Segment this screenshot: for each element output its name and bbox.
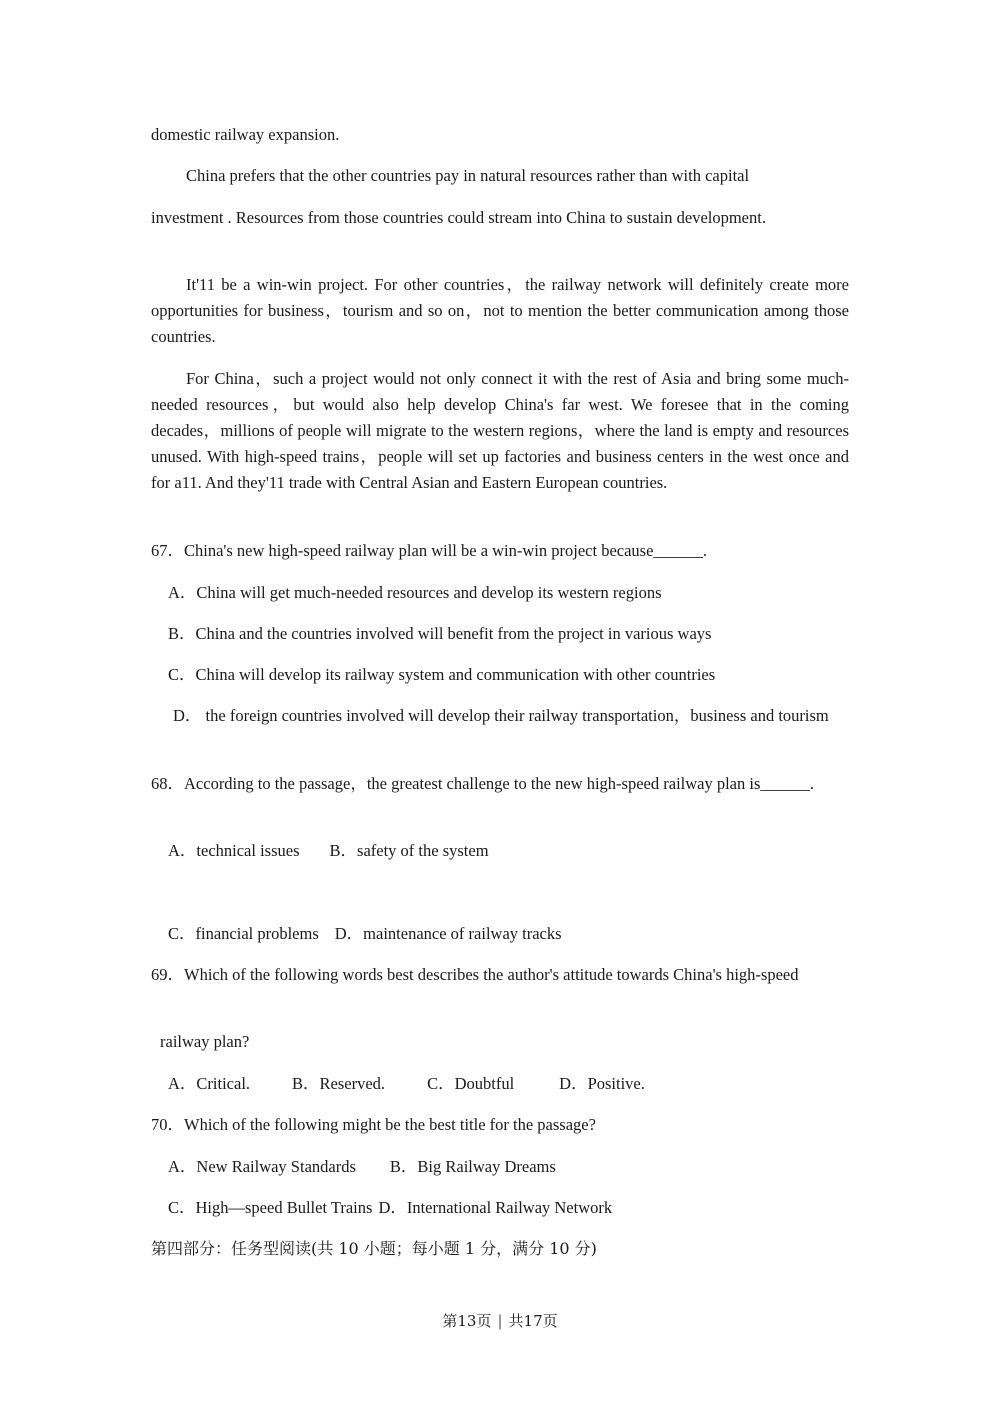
passage-line-top: domestic railway expansion. <box>151 125 340 144</box>
question-69-option-c: C．Doubtful <box>427 1074 515 1093</box>
question-70-option-b: B．Big Railway Dreams <box>389 1157 556 1176</box>
question-69-option-d: D．Positive. <box>559 1074 645 1093</box>
question-69-stem-continued: railway plan? <box>160 1032 250 1051</box>
question-70-stem: 70．Which of the following might be the best title for the passage? <box>151 1115 596 1134</box>
question-67-option-d: D． the foreign countries involved will develop their railway transportation，business and tourism <box>173 706 829 725</box>
passage-paragraph-1-continued: investment . Resources from those countries could stream into China to sustain development. <box>151 208 766 227</box>
question-68-option-d: D．maintenance of railway tracks <box>334 924 562 943</box>
page-footer <box>0 1310 1000 1331</box>
question-69-option-a: A．Critical. <box>168 1074 251 1093</box>
footer-separator: | <box>497 1312 503 1330</box>
question-67-option-a: A．China will get much-needed resources and develop its western regions <box>168 583 662 602</box>
question-70-option-a: A．New Railway Standards <box>168 1157 356 1176</box>
question-69-stem: 69．Which of the following words best describes the author's attitude towards China's high-speed <box>151 965 799 984</box>
question-70-option-c: C．High—speed Bullet Trains <box>168 1198 373 1217</box>
question-69-options <box>168 1071 645 1097</box>
question-68-option-a: A．technical issues <box>168 841 300 860</box>
question-68-option-c: C．financial problems <box>168 924 319 943</box>
question-70-option-d: D．International Railway Network <box>378 1198 613 1217</box>
passage-paragraph-2: It'11 be a win-win project. For other countries，the railway network will definitely create more opportunities for business，tourism and so on，not to mention the better communication among those countries. <box>151 275 849 346</box>
section-heading: 第四部分：任务型阅读(共 10 小题；每小题 1 分，满分 10 分) <box>151 1239 597 1258</box>
question-68-options-ab <box>168 838 489 864</box>
passage-paragraph-1: China prefers that the other countries pay in natural resources rather than with capital <box>186 166 750 185</box>
question-70-options-cd <box>168 1195 612 1221</box>
question-70-options-ab <box>168 1154 556 1180</box>
question-67-option-c: C．China will develop its railway system and communication with other countries <box>168 665 716 684</box>
question-69-option-b: B．Reserved. <box>292 1074 386 1093</box>
question-67-option-b: B．China and the countries involved will benefit from the project in various ways <box>168 624 712 643</box>
page-total: 共17页 <box>508 1312 558 1330</box>
question-68-stem: 68．According to the passage，the greatest challenge to the new high-speed railway plan is______. <box>151 774 815 793</box>
question-68-option-b: B．safety of the system <box>329 841 489 860</box>
passage-paragraph-3: For China，such a project would not only connect it with the rest of Asia and bring some much-needed resources，but would also help develop China's far west. We foresee that in the coming decades，millions of people will migrate to the western regions，where the land is empty and resources unused. With high-speed trains，people will set up factories and business centers in the west once and for a11. And they'11 trade with Central Asian and Eastern European countries. <box>151 369 849 492</box>
question-68-options-cd <box>168 921 562 947</box>
page-number: 第13页 <box>442 1312 492 1330</box>
question-67-stem: 67．China's new high-speed railway plan will be a win-win project because______. <box>151 541 708 560</box>
